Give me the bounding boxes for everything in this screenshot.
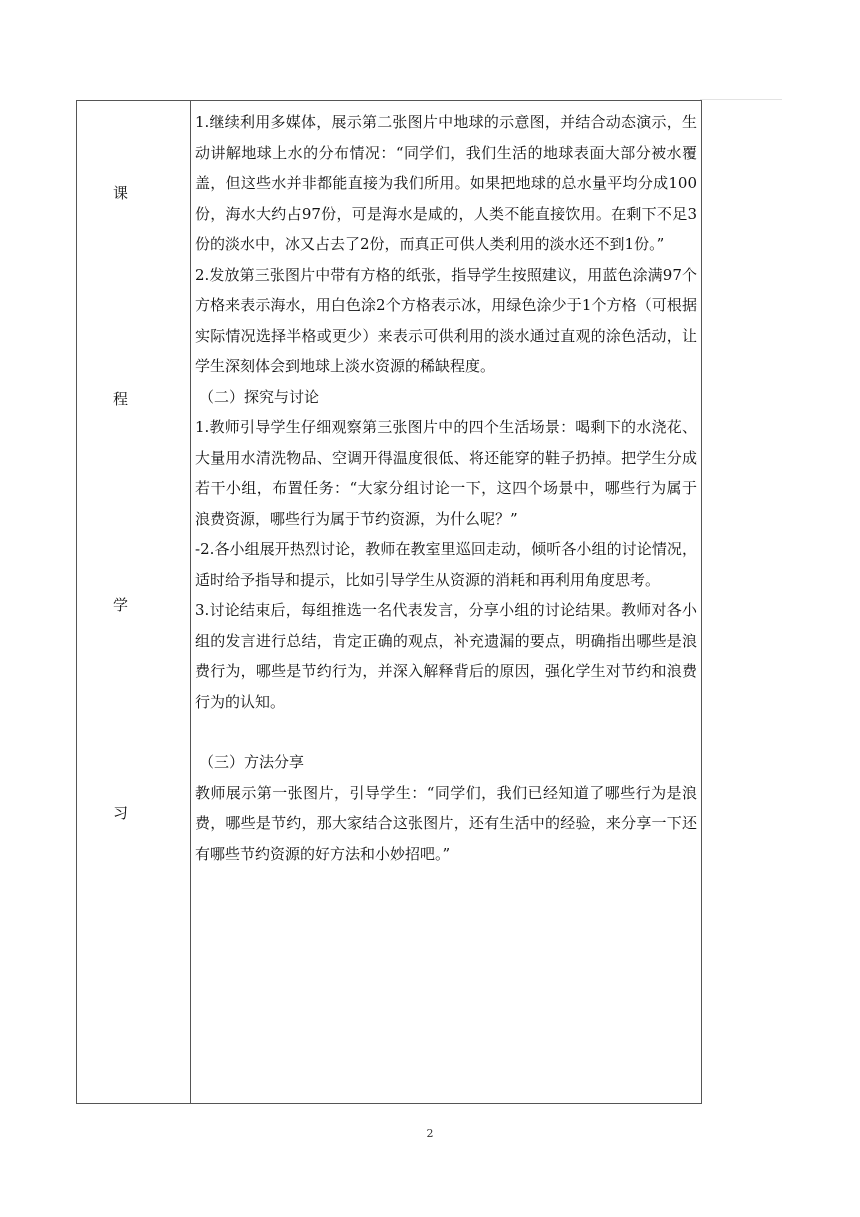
paragraph-coloring-activity: 2.发放第三张图片中带有方格的纸张，指导学生按照建议，用蓝色涂满97个方格来表示海水，用白色涂2个方格表示冰，用绿色涂少于1个方格（可根据实际情况选择半格或更少）来表示可供利用的淡水通过直观的涂色活动，让学生深刻体会到地球上淡水资源的稀缺程度。	[195, 265, 697, 375]
header-rule	[700, 99, 782, 100]
blank-line	[195, 717, 697, 747]
paragraph-group-discussion: -2.各小组展开热烈讨论，教师在教室里巡回走动，倾听各小组的讨论情况，适时给予指导和提示，比如引导学生从资源的消耗和再利用角度思考。	[195, 540, 697, 589]
section-label-char-2: 程	[113, 390, 129, 408]
heading-method-share: （三）方法分享	[199, 753, 305, 771]
lesson-process-table	[76, 100, 702, 1104]
paragraph-summary: 3.讨论结束后，每组推选一名代表发言，分享小组的讨论结果。教师对各小组的发言进行总结，肯定正确的观点，补充遗漏的要点，明确指出哪些是浪费行为，哪些是节约行为，并深入解释背后的原因，强化学生对节约和浪费行为的认知。	[195, 601, 697, 711]
section-label-char-3: 学	[113, 596, 129, 614]
paragraph-water-distribution: 1.继续利用多媒体，展示第二张图片中地球的示意图，并结合动态演示，生动讲解地球上水的分布情况：“同学们，我们生活的地球表面大部分被水覆盖，但这些水并非都能直接为我们所用。如果把地球的总水量平均分成100份，海水大约占97份，可是海水是咸的，人类不能直接饮用。在剩下不足3份的淡水中，冰又占去了2份，而真正可供人类利用的淡水还不到1份。”	[195, 113, 697, 253]
content-cell	[191, 101, 702, 1104]
section-label-char-1: 课	[113, 184, 129, 202]
section-label-char-4: 习	[113, 804, 129, 822]
section-label-cell	[77, 101, 191, 1104]
heading-explore-discuss: （二）探究与讨论	[199, 387, 320, 406]
paragraph-method-share: 教师展示第一张图片，引导学生：“同学们，我们已经知道了哪些行为是浪费，哪些是节约，那大家结合这张图片，还有生活中的经验，来分享一下还有哪些节约资源的好方法和小妙招吧。”	[195, 783, 697, 863]
paragraph-scene-observation: 1.教师引导学生仔细观察第三张图片中的四个生活场景：喝剩下的水浇花、大量用水清洗物品、空调开得温度很低、将还能穿的鞋子扔掉。把学生分成若干小组，布置任务：“大家分组讨论一下，这四个场景中，哪些行为属于浪费资源，哪些行为属于节约资源，为什么呢？”	[195, 418, 697, 528]
page-number: 2	[426, 1127, 434, 1140]
